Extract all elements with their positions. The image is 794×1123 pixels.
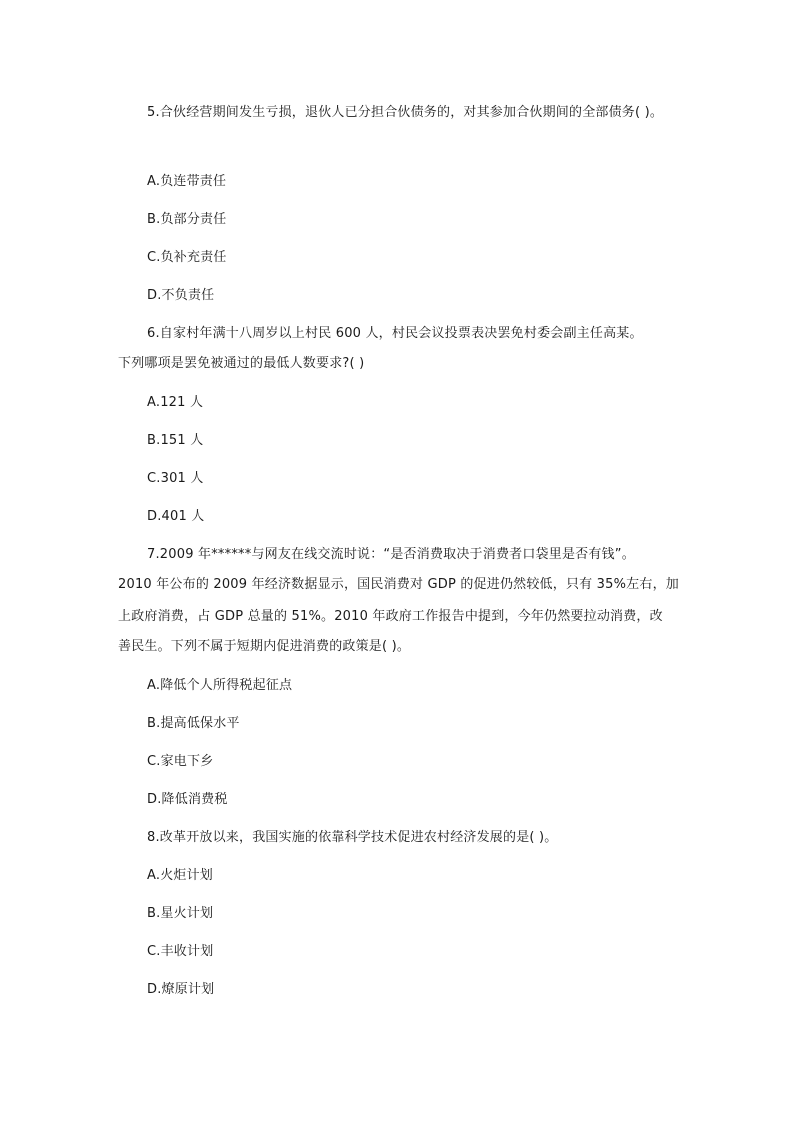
question-8-option-b: B.星火计划 [147, 906, 214, 921]
question-6-stem-line-2: 下列哪项是罢免被通过的最低人数要求?( ) [118, 356, 365, 371]
question-5-option-d: D.不负责任 [147, 288, 215, 303]
question-7-stem-line-1: 7.2009 年******与网友在线交流时说：“是否消费取决于消费者口袋里是否有钱”。 [147, 547, 635, 562]
question-5-option-a: A.负连带责任 [147, 174, 227, 189]
question-6-option-d: D.401 人 [147, 509, 205, 524]
question-7-option-c: C.家电下乡 [147, 754, 214, 769]
question-7-option-a: A.降低个人所得税起征点 [147, 678, 293, 693]
question-5-option-c: C.负补充责任 [147, 250, 227, 265]
question-8-option-c: C.丰收计划 [147, 944, 214, 959]
question-8-option-a: A.火炬计划 [147, 868, 213, 883]
question-6-stem-line-1: 6.自家村年满十八周岁以上村民 600 人，村民会议投票表决罢免村委会副主任高某。 [147, 326, 643, 341]
question-7-option-b: B.提高低保水平 [147, 716, 240, 731]
question-7-option-d: D.降低消费税 [147, 792, 228, 807]
question-6-option-c: C.301 人 [147, 471, 204, 486]
question-6-option-a: A.121 人 [147, 395, 204, 410]
question-8-stem: 8.改革开放以来，我国实施的依靠科学技术促进农村经济发展的是( )。 [147, 830, 558, 845]
question-6-option-b: B.151 人 [147, 433, 204, 448]
question-8-option-d: D.燎原计划 [147, 982, 215, 997]
question-5-stem: 5.合伙经营期间发生亏损，退伙人已分担合伙债务的，对其参加合伙期间的全部债务( )。 [147, 105, 664, 120]
question-7-stem-line-2: 2010 年公布的 2009 年经济数据显示，国民消费对 GDP 的促进仍然较低，只有 35%左右，加 [118, 577, 679, 592]
question-7-stem-line-3: 上政府消费，占 GDP 总量的 51%。2010 年政府工作报告中提到，今年仍然要拉动消费，改 [118, 609, 663, 624]
question-7-stem-line-4: 善民生。下列不属于短期内促进消费的政策是( )。 [118, 639, 411, 654]
question-5-option-b: B.负部分责任 [147, 212, 227, 227]
